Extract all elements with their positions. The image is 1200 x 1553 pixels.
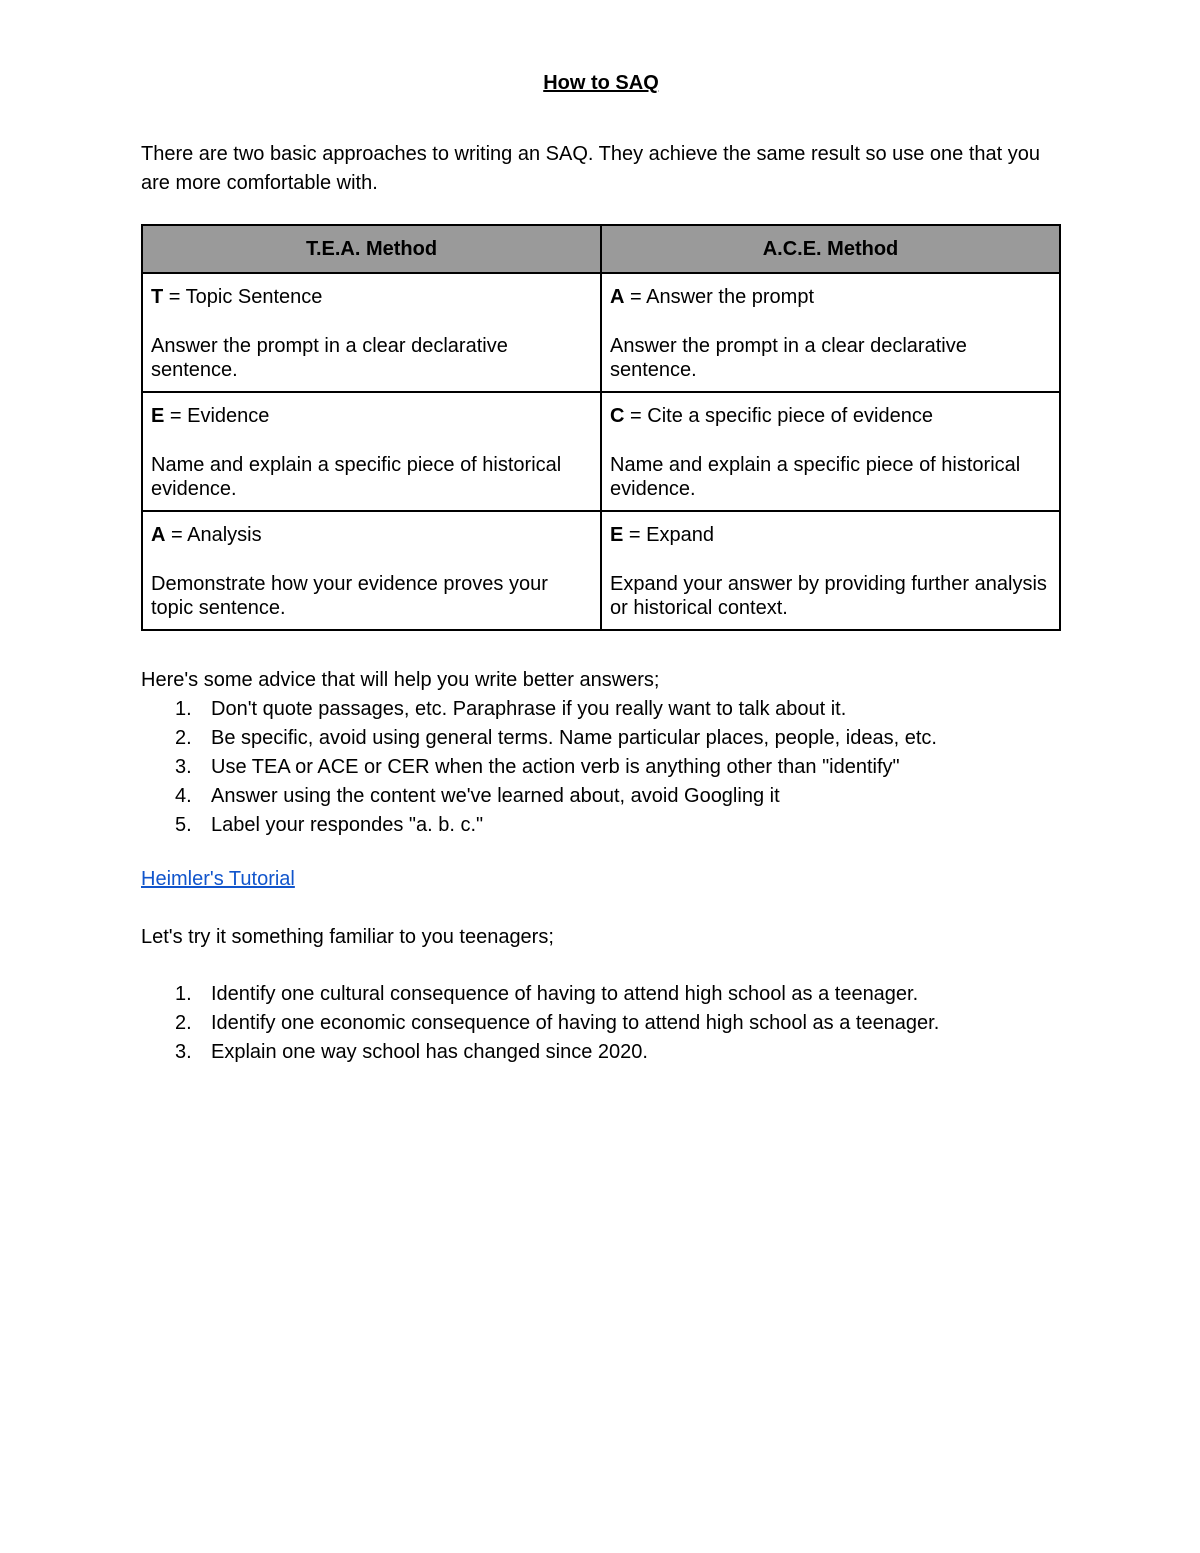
advice-intro: Here's some advice that will help you write better answers; [141,669,660,691]
list-item [141,782,1041,811]
cell-term [151,284,592,310]
table-row [142,511,1060,630]
cell-term-text: = Answer the prompt [624,286,814,308]
cell-term-text: = Topic Sentence [163,286,323,308]
list-number: 3. [175,1041,192,1063]
cell-description: Name and explain a specific piece of historical evidence. [610,454,1021,500]
advice-list [141,695,1041,840]
cell-term [610,522,1051,548]
cell-term [610,403,1051,429]
list-number: 1. [175,698,192,720]
tea-method-header: T.E.A. Method [142,225,601,273]
cell-term [151,522,592,548]
list-item [141,695,1041,724]
cell-description: Expand your answer by providing further analysis or historical context. [610,573,1047,619]
practice-section [141,923,1041,1067]
cell-term-text: = Cite a specific piece of evidence [624,405,933,427]
ace-method-header: A.C.E. Method [601,225,1060,273]
list-text: Answer using the content we've learned about, avoid Googling it [211,785,780,807]
list-text: Use TEA or ACE or CER when the action verb is anything other than "identify" [211,756,900,778]
list-number: 2. [175,727,192,749]
list-number: 5. [175,814,192,836]
cell-term-text: = Expand [623,524,714,546]
list-item [141,1038,1041,1067]
cell-letter: E [610,524,624,546]
cell-term [610,284,1051,310]
table-cell [142,511,601,630]
list-item [141,980,1041,1009]
practice-list [141,980,1041,1067]
list-text: Identify one cultural consequence of having to attend high school as a teenager. [211,983,919,1005]
cell-description: Answer the prompt in a clear declarative sentence. [151,335,508,381]
cell-letter: C [610,405,625,427]
table-header-row [142,225,1060,273]
list-item [141,724,1041,753]
cell-letter: E [151,405,165,427]
list-item [141,1009,1041,1038]
list-number: 1. [175,983,192,1005]
cell-letter: A [151,524,166,546]
methods-table [141,224,1061,631]
table-cell [601,511,1060,630]
list-item [141,811,1041,840]
cell-term-text: = Analysis [165,524,262,546]
list-text: Label your respondes "a. b. c." [211,814,484,836]
cell-letter: T [151,286,164,308]
practice-intro: Let's try it something familiar to you teenagers; [141,926,554,948]
cell-term-text: = Evidence [164,405,270,427]
heimlers-tutorial-link[interactable]: Heimler's Tutorial [141,868,295,890]
cell-description: Name and explain a specific piece of historical evidence. [151,454,562,500]
table-cell [601,392,1060,511]
list-text: Identify one economic consequence of having to attend high school as a teenager. [211,1012,940,1034]
list-number: 2. [175,1012,192,1034]
cell-term [151,403,592,429]
list-number: 3. [175,756,192,778]
table-cell [601,273,1060,392]
table-row [142,392,1060,511]
list-number: 4. [175,785,192,807]
list-text: Be specific, avoid using general terms. Name particular places, people, ideas, etc. [211,727,937,749]
table-row [142,273,1060,392]
list-text: Explain one way school has changed since 2020. [211,1041,648,1063]
table-cell [142,392,601,511]
list-item [141,753,1041,782]
page-title: How to SAQ [543,72,659,94]
table-cell [142,273,601,392]
list-text: Don't quote passages, etc. Paraphrase if you really want to talk about it. [211,698,847,720]
advice-section [141,666,1041,840]
cell-letter: A [610,286,625,308]
intro-paragraph: There are two basic approaches to writing an SAQ. They achieve the same result so use one that you are more comfortable with. [141,143,1041,194]
cell-description: Demonstrate how your evidence proves your topic sentence. [151,573,548,619]
cell-description: Answer the prompt in a clear declarative sentence. [610,335,967,381]
